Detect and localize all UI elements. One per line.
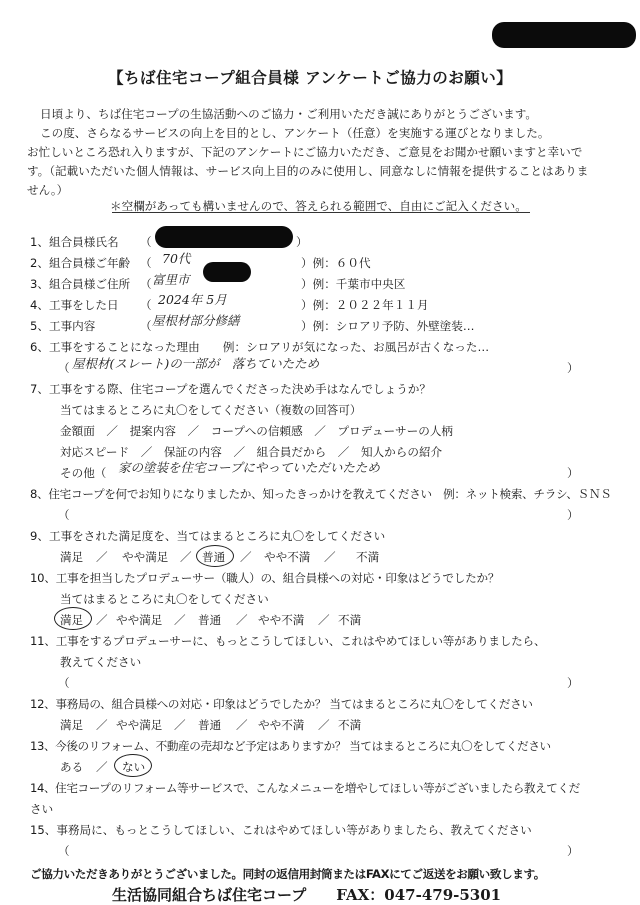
intro-line: 日頃より、ちば住宅コープの生協活動へのご協力・ご利用いただき誠にありがとうございます。: [40, 107, 538, 121]
q10-option-4: やや不満: [258, 613, 305, 627]
instruction-note: ＊空欄があっても構いませんので、答えられる範囲で、自由にご記入ください。: [110, 199, 527, 213]
q12-option-4: やや不満: [258, 718, 305, 732]
q2-label: 2、組合員様ご年齢: [30, 256, 131, 270]
note-underline: [112, 212, 530, 213]
q9-sep: ／: [240, 550, 252, 564]
q9-option-4: やや不満: [264, 550, 311, 564]
q15-label: 15、事務局に、もっとこうしてほしい、これはやめてほしい等がありましたら、教えてください: [30, 823, 532, 837]
q1-paren-close: ）: [296, 235, 308, 249]
q12-sep: ／: [174, 718, 186, 732]
q8-paren-close: ）: [567, 508, 579, 522]
q5-paren-open: （: [140, 319, 152, 333]
q6-answer: 屋根材(スレート)の一部が 落ちていたため: [72, 356, 320, 371]
q2-answer: 70代: [162, 251, 191, 266]
q14-label: 14、住宅コープのリフォーム等サービスで、こんなメニューを増やしてほしい等がございましたら教えてくだ: [30, 781, 580, 795]
q7-other-label: その他（: [60, 466, 107, 480]
q10-label: 10、工事を担当したプロデューサー（職人）の、組合員様への対応・印象はどうでしたか？: [30, 571, 500, 585]
q11-paren-open: （: [58, 676, 70, 690]
q12-sep: ／: [96, 718, 108, 732]
q3-answer: 富里市: [152, 272, 190, 287]
q9-option-5: 不満: [356, 550, 380, 564]
q5-answer: 屋根材部分修繕: [152, 313, 240, 328]
q7-paren-close: ）: [567, 466, 579, 480]
q1-label: 1、組合員様氏名: [30, 235, 119, 249]
q2-paren-open: （: [140, 256, 152, 270]
q4-paren-open: （: [140, 298, 152, 312]
q7-options-row2: 対応スピード ／ 保証の内容 ／ 組合員だから ／ 知人からの紹介: [60, 445, 443, 459]
q7-sub: 当てはまるところに丸〇をしてください（複数の回答可）: [60, 403, 362, 417]
q10-sub: 当てはまるところに丸〇をしてください: [60, 592, 269, 606]
footer-organization-fax: 生活協同組合ちば住宅コープ FAX：047-479-5301: [112, 886, 502, 904]
q10-option-3: 普通: [198, 613, 222, 627]
q10-sep: ／: [96, 613, 108, 627]
q15-paren-close: ）: [567, 844, 579, 858]
q12-option-3: 普通: [198, 718, 222, 732]
page-title: 【ちば住宅コープ組合員様 アンケートご協力のお願い】: [108, 69, 513, 87]
q9-selected-circle: [196, 545, 234, 567]
q7-other-answer: 家の塗装を住宅コープにやっていただいたため: [118, 460, 380, 475]
q9-label: 9、工事をされた満足度を、当てはまるところに丸〇をしてください: [30, 529, 386, 543]
q3-paren-open: （: [140, 277, 152, 291]
redacted-name: [155, 226, 293, 248]
q8-label: 8、住宅コープを何でお知りになりましたか、知ったきっかけを教えてください 例：ネット検索、チラシ、ＳＮＳ: [30, 487, 612, 501]
q13-selected-circle: [114, 754, 152, 777]
q9-option-1: 満足: [60, 550, 84, 564]
q2-example: ）例：６０代: [301, 256, 371, 270]
q7-label: 7、工事をする際、住宅コープを選んでくださった決め手はなんでしょうか？: [30, 382, 431, 396]
q13-label: 13、今後のリフォーム、不動産の売却など予定はありますか？ 当てはまるところに丸〇をしてください: [30, 739, 551, 753]
intro-line: せん。）: [27, 183, 69, 197]
q10-option-2: やや満足: [116, 613, 163, 627]
q12-label: 12、事務局の、組合員様への対応・印象はどうでしたか？ 当てはまるところに丸〇をしてください: [30, 697, 533, 711]
q9-sep: ／: [324, 550, 336, 564]
q13-option-2: ない: [122, 760, 146, 774]
q14-sub: さい: [30, 802, 54, 816]
footer-thanks: ご協力いただきありがとうございました。同封の返信用封筒またはFAXにてご返送をお願い致します。: [30, 867, 545, 881]
intro-line: この度、さらなるサービスの向上を目的とし、アンケート（任意）を実施する運びとなりました。: [40, 126, 550, 140]
q4-example: ）例：２０２２年１１月: [301, 298, 429, 312]
intro-line: お忙しいところ恐れ入りますが、下記のアンケートにご協力いただき、ご意見をお聞かせ願いますと幸いで: [27, 145, 583, 159]
q12-option-2: やや満足: [116, 718, 163, 732]
q10-option-1: 満足: [60, 613, 84, 627]
q9-sep: ／: [180, 550, 192, 564]
redacted-address: [203, 262, 251, 282]
q10-selected-circle: [54, 607, 92, 630]
q6-label: 6、工事をすることになった理由 例：シロアリが気になった、お風呂が古くなった…: [30, 340, 490, 354]
q6-paren-close: ）: [567, 361, 579, 375]
q4-label: 4、工事をした日: [30, 298, 119, 312]
q11-paren-close: ）: [567, 676, 579, 690]
q3-example: ）例：千葉市中央区: [301, 277, 406, 291]
q13-option-1: ある: [60, 760, 84, 774]
q12-sep: ／: [318, 718, 330, 732]
q9-option-2: やや満足: [122, 550, 169, 564]
q10-sep: ／: [318, 613, 330, 627]
q15-paren-open: （: [58, 844, 70, 858]
q6-paren-open: （: [58, 361, 70, 375]
redacted-header-block: [492, 22, 636, 48]
q9-option-3: 普通: [202, 550, 226, 564]
q4-answer: 2024年 5月: [158, 292, 227, 307]
q9-sep: ／: [96, 550, 108, 564]
q12-sep: ／: [236, 718, 248, 732]
q3-label: 3、組合員様ご住所: [30, 277, 131, 291]
q5-example: ）例：シロアリ予防、外壁塗装…: [301, 319, 475, 333]
q12-option-5: 不満: [338, 718, 362, 732]
q13-sep: ／: [96, 760, 108, 774]
intro-line: す。（記載いただいた個人情報は、サービス向上目的のみに使用し、同意なしに情報を提供することはありま: [27, 164, 589, 178]
q10-sep: ／: [236, 613, 248, 627]
q10-sep: ／: [174, 613, 186, 627]
q8-paren-open: （: [58, 508, 70, 522]
q10-option-5: 不満: [338, 613, 362, 627]
q11-label: 11、工事をするプロデューサーに、もっとこうしてほしい、これはやめてほしい等がありましたら、: [30, 634, 546, 648]
q12-option-1: 満足: [60, 718, 84, 732]
q1-paren-open: （: [140, 235, 152, 249]
q7-options-row1: 金額面 ／ 提案内容 ／ コープへの信頼感 ／ プロデューサーの人柄: [60, 424, 454, 438]
q5-label: 5、工事内容: [30, 319, 96, 333]
q11-sub: 教えてください: [60, 655, 142, 669]
